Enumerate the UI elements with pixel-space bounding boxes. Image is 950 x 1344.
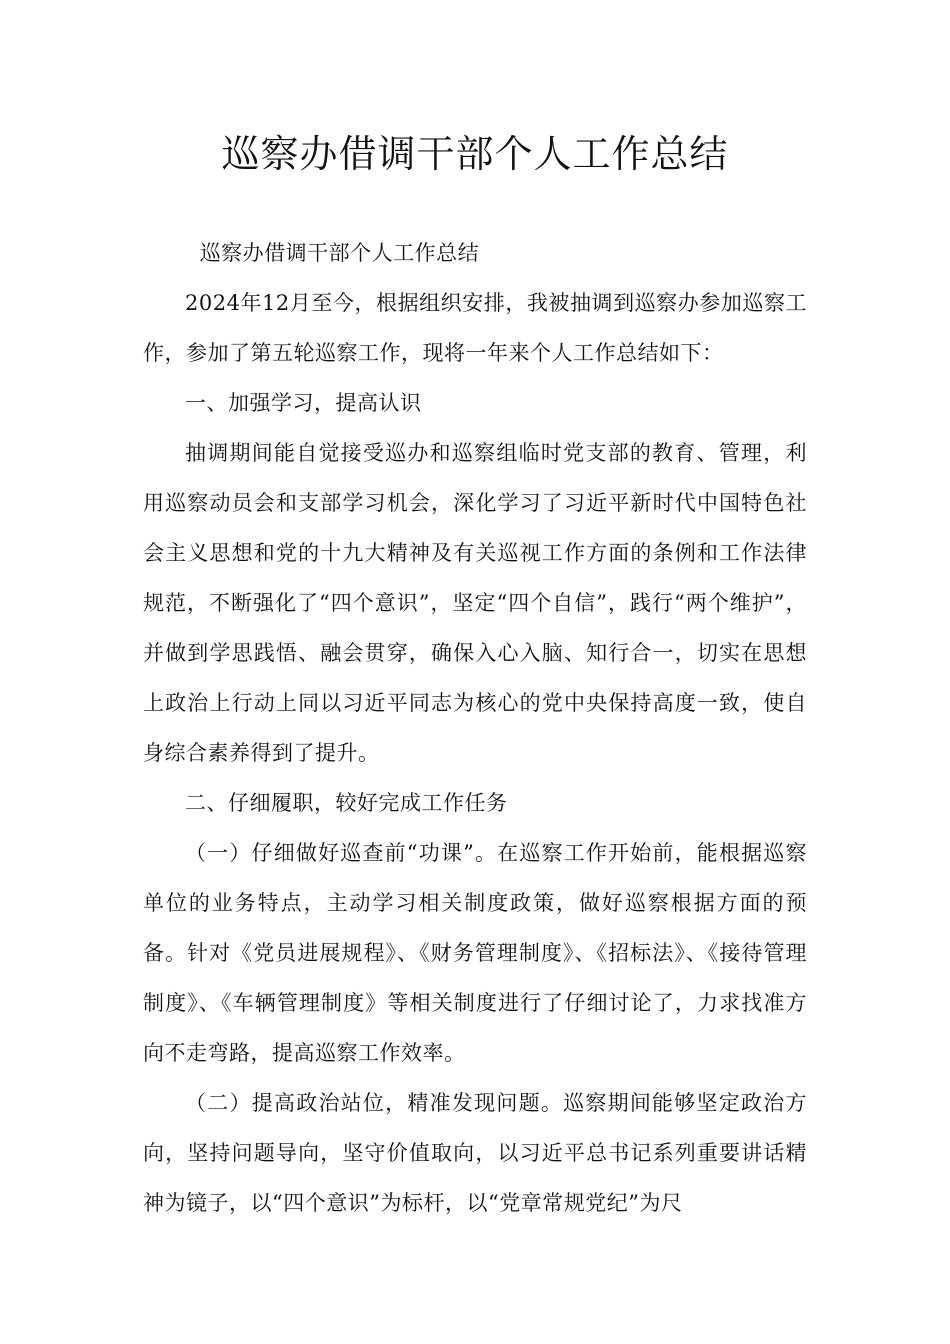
section-2-item-2: （二）提高政治站位，精准发现问题。巡察期间能够坚定政治方向，坚持问题导向，坚守价值取向，以习近平总书记系列重要讲话精神为镜子，以“四个意识”为标杆，以“党章常规党纪”为尺 (143, 1091, 807, 1215)
section-2-item-1: （一）仔细做好巡查前“功课”。在巡察工作开始前，能根据巡察单位的业务特点，主动学习相关制度政策，做好巡察根据方面的预备。针对《党员进展规程》、《财务管理制度》、《招标法》、《接待管理制度》、《车辆管理制度》等相关制度进行了仔细讨论了，力求找准方向不走弯路，提高巡察工作效率。 (143, 841, 807, 1065)
body-subtitle: 巡察办借调干部个人工作总结 (199, 241, 480, 265)
intro-paragraph: 2024年12月至今，根据组织安排，我被抽调到巡察办参加巡察工作，参加了第五轮巡察工作，现将一年来个人工作总结如下： (143, 291, 807, 365)
document-body (143, 228, 807, 1228)
document-title: 巡察办借调干部个人工作总结 (221, 132, 729, 176)
section-heading-2: 二、仔细履职，较好完成工作任务 (185, 791, 508, 815)
section-heading-1: 一、加强学习，提高认识 (185, 391, 422, 415)
section-1-paragraph: 抽调期间能自觉接受巡办和巡察组临时党支部的教育、管理，利用巡察动员会和支部学习机会，深化学习了习近平新时代中国特色社会主义思想和党的十九大精神及有关巡视工作方面的条例和工作法律规范，不断强化了“四个意识”，坚定“四个自信”，践行“两个维护”，并做到学思践悟、融会贯穿，确保入心入脑、知行合一，切实在思想上政治上行动上同以习近平同志为核心的党中央保持高度一致，使自身综合素养得到了提升。 (143, 441, 807, 765)
